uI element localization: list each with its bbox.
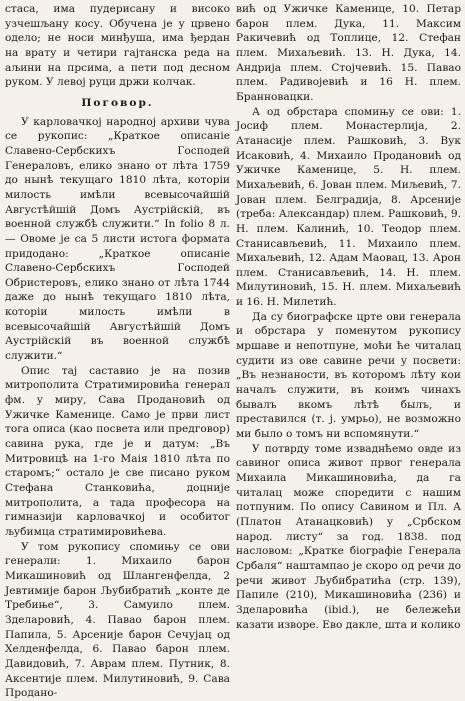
left-column <box>5 2 230 700</box>
colonels-paragraph: А од обрстара спомињу се ови: 1. Јосиф плем. Монастерлија, 2. Атанасије плем. Рашковић, 3. Вук Исаковић, 4. Михаило Продановић од Ужичке Каменице, 5. Н. плем. Михаљевић, 6. Јован плем. Миљевић, 7. Јован плем. Белградија, 8. Арсеније (треба: Александар) плем. Рашковић, 9. Н. плем. Калинић, 10. Теодор плем. Станисављевић, 11. Михаило плем. Михаљевић, 12. Адам Маовац, 13. Арон плем. Станисављевић, 14. Н. плем. Милутиновић, 15. Н. плем. Михаљевић и 16. Н. Милетић. <box>236 105 461 309</box>
section-heading: Поговор. <box>81 96 154 109</box>
comparison-paragraph: У потврду томе изваднћемо овде из савиног описа живот првог генерала Михаила Микашиновића, да га читалац може споредити с нашим потпуним. По опису Савином и Пл. А (Платон Атанацковић) у „Србском народ. листу“ за год. 1838. под насловом: „Кратке біографіе Генерала Србаля“ наштампао је скоро од речи до речи живот Љубибратића (стр. 139), Папиле (210), Микашиновића (236) и Зделаровића (ibid.), не бележећи казати изворе. Ево дакле, шта и колико <box>236 442 461 631</box>
generals-continued-paragraph: вић од Ужичке Каменице, 10. Петар барон плем. Дука, 11. Максим Ракичевић од Топлице, 12. Стефан плем. Михаљевић. 13. Н. Дука, 14. Андрија плем. Стојчевић. 15. Павао плем. Радивојевић и 16 Н. плем. Бранновацки. <box>236 3 461 103</box>
right-column <box>236 2 461 631</box>
generals-paragraph: У том рукопису спомињу се ови генерали: 1. Михаило барон Микашиновић од Шлангенфелда, 2 Јевтимије барон Љубибратић „конте де Требиње“, 3. Самуило плем. Зделаровић, 4. Павао барон плем. Папила, 5. Арсеније барон Сечујац од Хелденфелда, 6. Павао барон плем. Давидовић, 7. Аврам плем. Путник, 8. Аксентије плем. Милутиновић, 9. Сава Продано- <box>5 540 230 700</box>
author-paragraph: Опис тај саставио је на позив митрополита Стратимировића генерал фм. у миру, Сава Продановић од Ужичке Каменице. Само је први лист тога описа (као посвета или предговор) савина рука, где је и датум: „Въ Митровицѣ на 1-го Маія 1810 лѣта по старомъ;“ остало је све писано руком Стефана Станковића, доцније митрополита, а тада професора на гимназији карловачкој и особитог љубимца стратимировићева. <box>5 364 230 538</box>
intro-paragraph: стаса, има пудерисану и високо узчешљану косу. Обучена је у црвено одело; не носи минђуша, има ђердан на врату и четири гајтанска реда на аљини на прсима, а пети под десном руком. У левој руци држи колчак. <box>5 3 230 89</box>
dedication-quote-paragraph: Да су биографске црте ови генерала и обрстара у поменутом рукопису мршаве и непотпуне, моћи ће читалац судити из ове савине речи у посвети: „Въ незнаности, въ которомъ лѣту кои началъ служити, въ коимъ чинахъ бывалъ вкомъ лѣтѣ былъ, и преставился (т. ј. умрьо), не возможно ми было о томъ ни вспомянути.“ <box>236 310 461 441</box>
manuscript-paragraph: У карловачкој народној архиви чува се рукопис: „Краткое описаніе Славено-Сербскихъ Господей Генераловъ, елико знано от лѣта 1759 до нынѣ текущаго 1810 лѣта, которіи милость имѣли всевысочайшій Августѣйшій Домъ Аустрійскій, въ военной службѣ служити.“ In folio 8 л. — Овоме је са 5 листи истога формата придодано: „Краткое описаніе Славено-Сербскихъ Господей Обристеровъ, елико знано от лѣта 1744 даже до нынѣ текущаго 1810 лѣта, которіи милость имѣли в всевысочайшій Августѣйшій Домъ Аустрійскій въ военной службѣ служити.“ <box>5 115 230 363</box>
